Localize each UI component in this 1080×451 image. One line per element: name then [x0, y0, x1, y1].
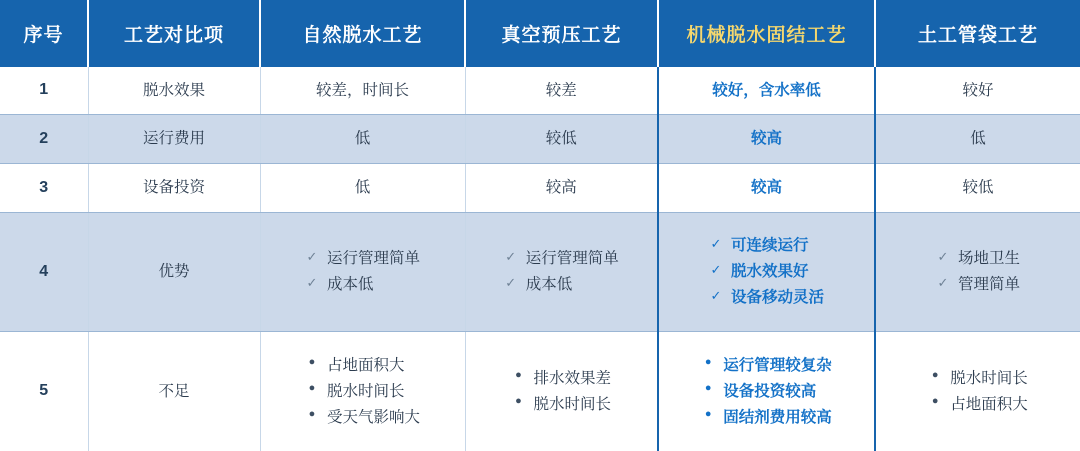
cell-vacuum: 较低 — [465, 115, 658, 164]
bullet-list — [701, 352, 832, 432]
table-row — [0, 332, 1080, 451]
bullet-icon: ● — [704, 355, 712, 368]
list-item-label: 场地卫生 — [957, 250, 1020, 268]
cell-vacuum: 较差 — [465, 67, 658, 115]
list-item-label: 脱水时间长 — [326, 382, 405, 400]
table-row — [0, 67, 1080, 115]
check-list — [936, 245, 1020, 299]
table-row — [0, 164, 1080, 213]
cell-geotextile — [875, 212, 1080, 332]
cell-natural: 低 — [260, 164, 465, 213]
cell-natural: 较差，时间长 — [260, 67, 465, 115]
bullet-list — [511, 365, 611, 419]
list-item-label: 成本低 — [326, 276, 374, 294]
list-item — [511, 367, 611, 391]
cell-mechanical — [658, 332, 875, 451]
list-item — [936, 273, 1020, 297]
bullet-icon: ● — [308, 407, 316, 420]
list-item-label: 可连续运行 — [730, 237, 809, 255]
list-item — [709, 234, 824, 258]
table-header — [0, 0, 1080, 67]
bullet-icon: ● — [515, 394, 522, 407]
list-item-label: 管理简单 — [957, 276, 1020, 294]
check-icon: ✓ — [505, 275, 517, 291]
bullet-icon: ● — [704, 407, 712, 420]
row-index: 4 — [0, 212, 88, 332]
column-header-mechanical: 机械脱水固结工艺 — [658, 0, 875, 67]
list-item — [504, 247, 619, 271]
list-item — [928, 393, 1028, 417]
check-icon: ✓ — [306, 249, 318, 265]
row-index: 2 — [0, 115, 88, 164]
cell-natural — [260, 212, 465, 332]
table-row — [0, 212, 1080, 332]
cell-mechanical: 较好，含水率低 — [658, 67, 875, 115]
list-item — [305, 247, 420, 271]
check-icon: ✓ — [937, 275, 949, 291]
row-item-label: 不足 — [88, 332, 260, 451]
check-icon: ✓ — [710, 262, 722, 278]
list-item — [305, 380, 420, 404]
list-item — [504, 273, 619, 297]
list-item — [305, 273, 420, 297]
cell-geotextile: 较低 — [875, 164, 1080, 213]
cell-vacuum: 较高 — [465, 164, 658, 213]
bullet-list — [305, 352, 420, 432]
list-item-label: 排水效果差 — [533, 369, 611, 387]
list-item — [701, 380, 832, 404]
cell-mechanical: 较高 — [658, 164, 875, 213]
row-item-label: 优势 — [88, 212, 260, 332]
column-header-item: 工艺对比项 — [88, 0, 260, 67]
cell-mechanical: 较高 — [658, 115, 875, 164]
check-icon: ✓ — [306, 275, 318, 291]
bullet-list — [928, 365, 1028, 419]
cell-geotextile: 低 — [875, 115, 1080, 164]
check-icon: ✓ — [937, 249, 949, 265]
list-item — [709, 260, 824, 284]
table-row — [0, 115, 1080, 164]
list-item-label: 设备投资较高 — [723, 382, 817, 400]
check-icon: ✓ — [710, 288, 722, 304]
cell-geotextile — [875, 332, 1080, 451]
cell-vacuum — [465, 212, 658, 332]
list-item-label: 占地面积大 — [950, 395, 1028, 413]
bullet-icon: ● — [515, 368, 522, 381]
table-body — [0, 67, 1080, 451]
cell-mechanical — [658, 212, 875, 332]
cell-vacuum — [465, 332, 658, 451]
list-item-label: 固结剂费用较高 — [723, 408, 832, 426]
list-item — [936, 247, 1020, 271]
table-header-row — [0, 0, 1080, 67]
list-item-label: 占地面积大 — [326, 356, 405, 374]
bullet-icon: ● — [931, 368, 939, 381]
list-item-label: 脱水效果好 — [730, 263, 809, 281]
cell-natural: 低 — [260, 115, 465, 164]
row-index: 1 — [0, 67, 88, 115]
list-item-label: 脱水时间长 — [950, 369, 1028, 387]
list-item-label: 受天气影响大 — [326, 408, 420, 426]
list-item — [701, 406, 832, 430]
list-item-label: 设备移动灵活 — [730, 289, 824, 307]
list-item — [305, 406, 420, 430]
list-item — [701, 354, 832, 378]
bullet-icon: ● — [931, 394, 939, 407]
column-header-index: 序号 — [0, 0, 88, 67]
check-icon: ✓ — [505, 249, 517, 265]
list-item-label: 运行管理简单 — [326, 250, 420, 268]
list-item — [709, 286, 824, 310]
row-item-label: 运行费用 — [88, 115, 260, 164]
column-header-natural: 自然脱水工艺 — [260, 0, 465, 67]
list-item — [305, 354, 420, 378]
list-item-label: 脱水时间长 — [533, 395, 611, 413]
row-index: 5 — [0, 332, 88, 451]
check-list — [709, 232, 824, 312]
cell-natural — [260, 332, 465, 451]
column-header-vacuum: 真空预压工艺 — [465, 0, 658, 67]
check-icon: ✓ — [710, 236, 722, 252]
list-item-label: 成本低 — [525, 276, 573, 294]
row-item-label: 设备投资 — [88, 164, 260, 213]
list-item — [511, 393, 611, 417]
list-item-label: 运行管理简单 — [525, 250, 619, 268]
list-item — [928, 367, 1028, 391]
bullet-icon: ● — [308, 355, 316, 368]
row-item-label: 脱水效果 — [88, 67, 260, 115]
check-list — [504, 245, 619, 299]
list-item-label: 运行管理较复杂 — [723, 356, 832, 374]
row-index: 3 — [0, 164, 88, 213]
bullet-icon: ● — [704, 381, 712, 394]
check-list — [305, 245, 420, 299]
bullet-icon: ● — [308, 381, 316, 394]
cell-geotextile: 较好 — [875, 67, 1080, 115]
column-header-geotextile: 土工管袋工艺 — [875, 0, 1080, 67]
